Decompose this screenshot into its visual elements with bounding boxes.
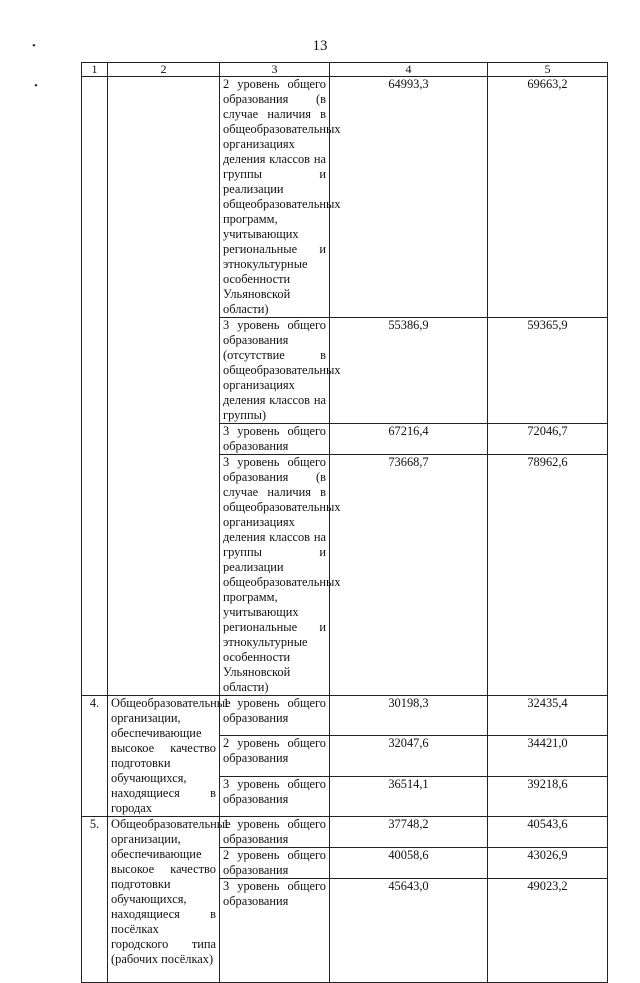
level-cell: 2 уровень общего образования (в случае наличия в общеобразовательных организациях деления классов на группы и реализации общеобразовательных программ, учитывающих региональные и этнокультурные особенности Ульяновской области)	[220, 77, 330, 318]
value-col5: 34421,0	[488, 736, 608, 776]
data-table	[81, 62, 608, 983]
organization-cell: Общеобразовательные организации, обеспечивающие высокое качество подготовки обучающихся, находящиеся в посёлках городского типа (рабочих посёлках)	[108, 817, 220, 983]
number-cell	[82, 77, 108, 696]
organization-cell: Общеобразовательные организации, обеспечивающие высокое качество подготовки обучающихся, находящиеся в городах	[108, 696, 220, 817]
value-col4: 67216,4	[330, 424, 488, 455]
value-col5: 78962,6	[488, 455, 608, 696]
level-cell: 3 уровень общего образования	[220, 424, 330, 455]
table-row	[82, 817, 608, 848]
value-col4: 36514,1	[330, 776, 488, 816]
level-cell: 3 уровень общего образования	[220, 776, 330, 816]
value-col4: 55386,9	[330, 318, 488, 424]
header-cell-2: 2	[108, 63, 220, 77]
table-row	[82, 696, 608, 736]
level-cell: 2 уровень общего образования	[220, 848, 330, 879]
value-col4: 64993,3	[330, 77, 488, 318]
value-col5: 72046,7	[488, 424, 608, 455]
level-cell: 1 уровень общего образования	[220, 696, 330, 736]
number-cell: 4.	[82, 696, 108, 817]
level-cell: 2 уровень общего образования	[220, 736, 330, 776]
value-col4: 45643,0	[330, 879, 488, 983]
value-col4: 37748,2	[330, 817, 488, 848]
header-cell-4: 4	[330, 63, 488, 77]
page-number: 13	[312, 38, 328, 54]
value-col5: 69663,2	[488, 77, 608, 318]
value-col5: 40543,6	[488, 817, 608, 848]
organization-cell	[108, 77, 220, 696]
value-col5: 59365,9	[488, 318, 608, 424]
level-cell: 3 уровень общего образования (в случае наличия в общеобразовательных организациях деления классов на группы и реализации общеобразовательных программ, учитывающих региональные и этнокультурные особенности Ульяновской области)	[220, 455, 330, 696]
header-cell-5: 5	[488, 63, 608, 77]
value-col4: 40058,6	[330, 848, 488, 879]
value-col5: 43026,9	[488, 848, 608, 879]
value-col4: 32047,6	[330, 736, 488, 776]
value-col5: 39218,6	[488, 776, 608, 816]
value-col5: 32435,4	[488, 696, 608, 736]
level-cell: 3 уровень общего образования (отсутствие в общеобразовательных организациях деления классов на группы)	[220, 318, 330, 424]
scan-speck: •	[32, 40, 36, 52]
number-cell: 5.	[82, 817, 108, 983]
header-cell-3: 3	[220, 63, 330, 77]
level-cell: 1 уровень общего образования	[220, 817, 330, 848]
header-row	[82, 63, 608, 77]
value-col4: 73668,7	[330, 455, 488, 696]
table-row	[82, 77, 608, 318]
value-col4: 30198,3	[330, 696, 488, 736]
scan-speck: •	[34, 80, 38, 92]
header-cell-1: 1	[82, 63, 108, 77]
level-cell: 3 уровень общего образования	[220, 879, 330, 983]
value-col5: 49023,2	[488, 879, 608, 983]
